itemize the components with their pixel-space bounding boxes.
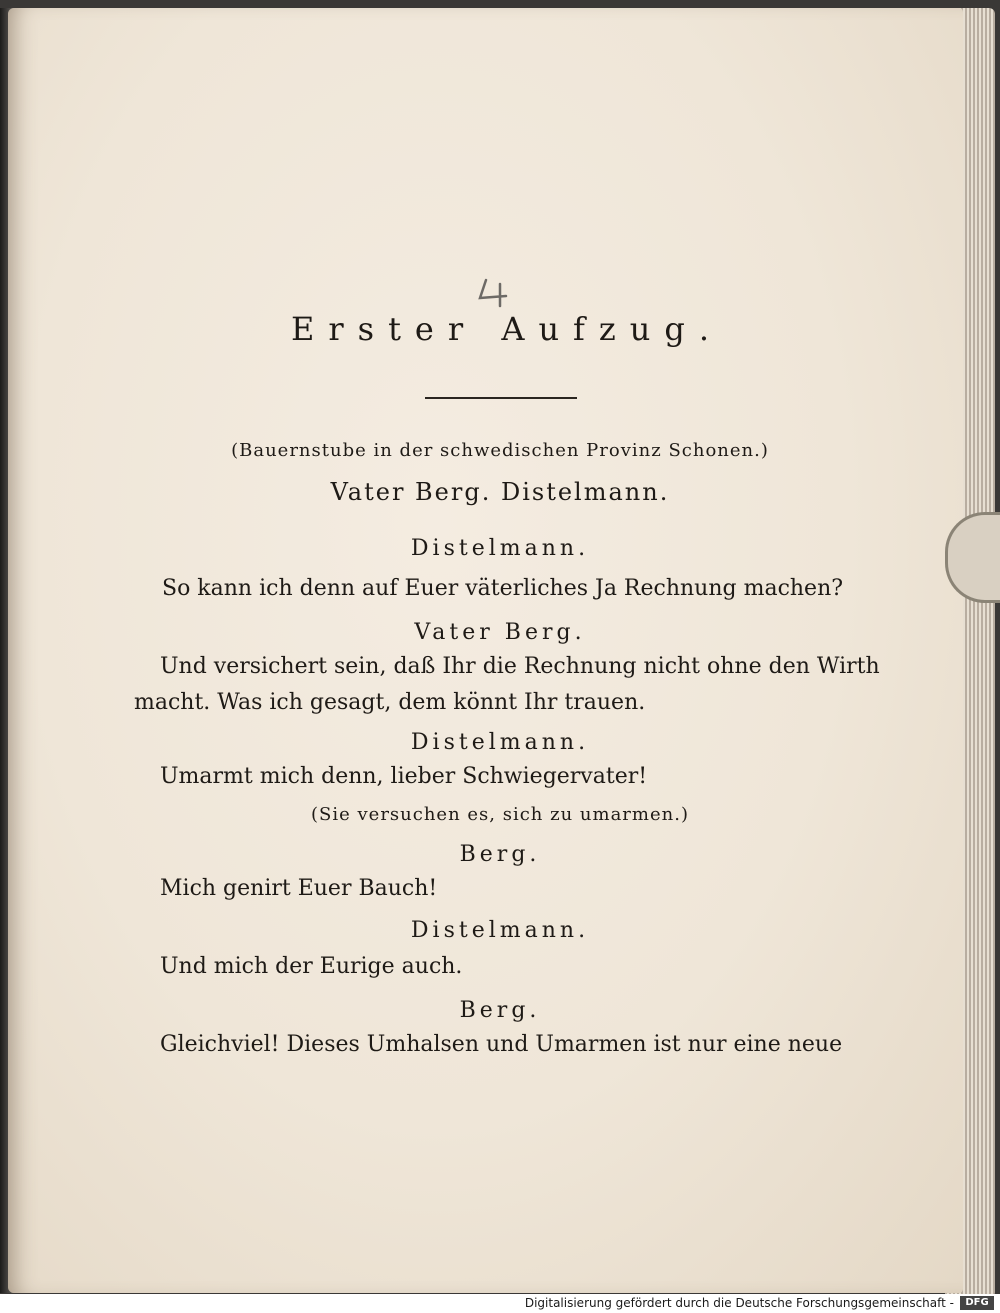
stage-direction: (Sie versuchen es, sich zu umarmen.) — [311, 804, 689, 825]
speech-line: So kann ich denn auf Euer väterliches Ja Rechnung machen? — [162, 576, 844, 601]
speech-line: Mich genirt Euer Bauch! — [160, 876, 438, 901]
speech-line: Und mich der Eurige auch. — [160, 954, 463, 979]
dfg-logo: DFG — [960, 1296, 994, 1310]
speech-line: macht. Was ich gesagt, dem könnt Ihr trauen. — [134, 690, 646, 715]
speaker-name: Berg. — [459, 998, 541, 1023]
act-title: Erster Aufzug. — [290, 310, 724, 348]
speaker-name: Distelmann. — [410, 918, 590, 943]
pencil-mark — [478, 278, 518, 308]
speaker-name: Distelmann. — [410, 730, 590, 755]
speech-line: Gleichviel! Dieses Umhalsen und Umarmen ist nur eine neue — [160, 1032, 843, 1057]
digitization-credit: Digitalisierung gefördert durch die Deutsche Forschungsgemeinschaft - — [524, 1296, 954, 1310]
speaker-name: Distelmann. — [410, 536, 590, 561]
characters-line: Vater Berg. Distelmann. — [330, 478, 670, 506]
speaker-name: Berg. — [459, 842, 541, 867]
setting-direction: (Bauernstube in der schwedischen Provinz Schonen.) — [231, 440, 769, 461]
speech-line: Umarmt mich denn, lieber Schwiegervater! — [160, 764, 648, 789]
speaker-name: Vater Berg. — [414, 620, 586, 645]
title-rule — [425, 397, 577, 399]
speech-line: Und versichert sein, daß Ihr die Rechnung nicht ohne den Wirth — [160, 654, 880, 679]
